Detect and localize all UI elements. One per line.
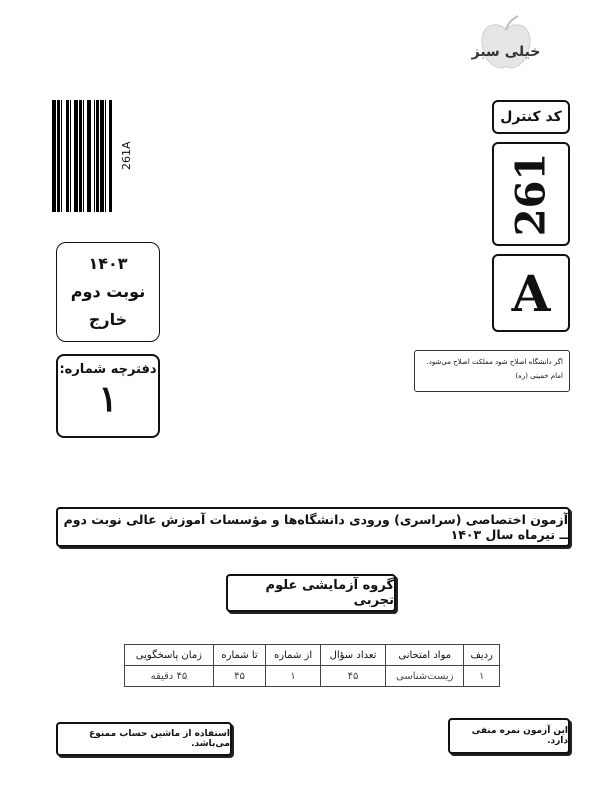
exam-title: آزمون اختصاصی (سراسری) ورودی دانشگاه‌ها و مؤسسات آموزش عالی نوبت دوم ــ تیرماه سال ۱۴۰۳ <box>56 507 570 547</box>
header-subject: مواد امتحانی <box>386 645 464 666</box>
header-to-number: تا شماره <box>213 645 265 666</box>
session-round: نوبت دوم <box>70 282 146 301</box>
cell-question-count: ۴۵ <box>320 666 385 687</box>
header-answer-time: زمان پاسخگویی <box>125 645 214 666</box>
session-box <box>56 242 160 342</box>
control-code-box <box>492 142 570 246</box>
booklet-label: دفترچه شماره: <box>59 362 157 377</box>
cell-subject: زیست‌شناسی <box>386 666 464 687</box>
table-header-row <box>125 645 500 666</box>
header-row-number: ردیف <box>464 645 500 666</box>
cell-row-number: ۱ <box>464 666 500 687</box>
quote-text: اگر دانشگاه اصلاح شود مملکت اصلاح می‌شود. <box>426 358 563 366</box>
publisher-logo <box>470 12 542 82</box>
header-question-count: تعداد سؤال <box>320 645 385 666</box>
negative-score-note: این آزمون نمره منفی دارد. <box>448 718 570 754</box>
logo-text: خیلی سبز <box>471 44 541 60</box>
booklet-number: ۱ <box>98 378 118 420</box>
quote-box <box>414 350 570 392</box>
cell-answer-time: ۴۵ دقیقه <box>125 666 214 687</box>
session-region: خارج <box>88 310 128 329</box>
control-code-number: 261 <box>507 152 555 236</box>
session-year: ۱۴۰۳ <box>88 254 128 273</box>
booklet-box <box>56 354 160 438</box>
header-from-number: از شماره <box>266 645 321 666</box>
group-title: گروه آزمایشی علوم تجربی <box>226 574 396 612</box>
barcode-text: 261A <box>120 141 133 171</box>
apple-logo-icon <box>470 12 542 82</box>
table-row <box>125 666 500 687</box>
control-code-letter: A <box>492 254 570 332</box>
subjects-table <box>124 644 500 687</box>
calculator-note: استفاده از ماشین حساب ممنوع می‌باشد. <box>56 722 232 756</box>
control-code-label: کد کنترل <box>492 100 570 134</box>
cell-from-number: ۱ <box>266 666 321 687</box>
cell-to-number: ۴۵ <box>213 666 265 687</box>
barcode <box>52 100 120 212</box>
quote-author: امام خمینی (ره) <box>515 372 563 380</box>
barcode-bar <box>112 100 113 212</box>
